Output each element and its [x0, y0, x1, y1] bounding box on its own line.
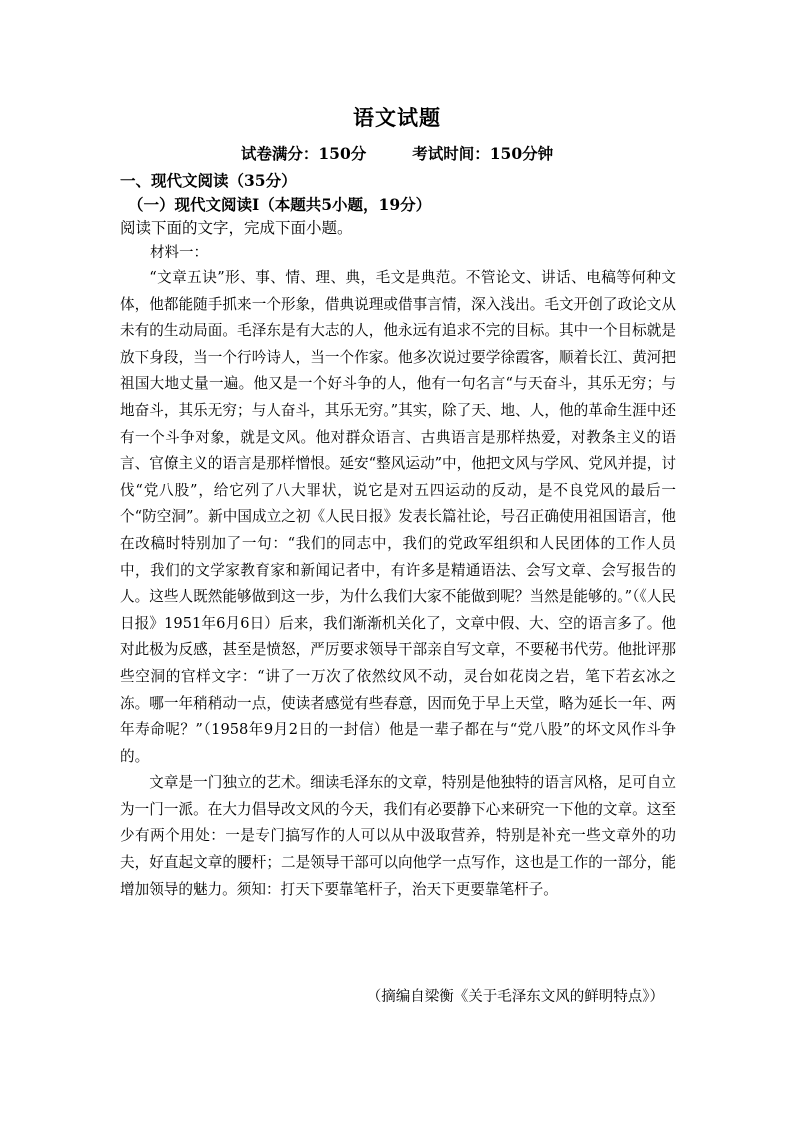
- paragraph-2: 文章是一门独立的艺术。细读毛泽东的文章，特别是他独特的语言风格，足可自立为一门一派。在大力倡导改文风的今天，我们有必要静下心来研究一下他的文章。这至少有两个用处：一是专门搞写作的人可以从中汲取营养，特别是补充一些文章外的功夫，好直起文章的腰杆；二是领导干部可以向他学一点写作，这也是工作的一部分，能增加领导的魅力。须知：打天下要靠笔杆子，治天下更要靠笔杆子。: [120, 774, 676, 898]
- subsection-heading: （一）现代文阅读Ⅰ（本题共5小题，19分）: [128, 195, 432, 214]
- material-body: [120, 265, 676, 903]
- paragraph-1: “文章五诀”形、事、情、理、典，毛文是典范。不管论文、讲话、电稿等何种文体，他都能随手抓来一个形象，借典说理或借事言情，深入浅出。毛文开创了政论文从未有的生动局面。毛泽东是有大志的人，他永远有追求不完的目标。其中一个目标就是放下身段，当一个行吟诗人，当一个作家。他多次说过要学徐霞客，顺着长江、黄河把祖国大地丈量一遍。他又是一个好斗争的人，他有一句名言“与天奋斗，其乐无穷；与地奋斗，其乐无穷；与人奋斗，其乐无穷。”其实，除了天、地、人，他的革命生涯中还有一个斗争对象，就是文风。他对群众语言、古典语言是那样热爱，对教条主义的语言、官僚主义的语言是那样憎恨。延安“整风运动”中，他把文风与学风、党风并提，讨伐“党八股”，给它列了八大罪状，说它是对五四运动的反动，是不良党风的最后一个“防空洞”。新中国成立之初《人民日报》发表长篇社论，号召正确使用祖国语言，他在改稿时特别加了一句：“我们的同志中，我们的党政军组织和人民团体的工作人员中，我们的文学家教育家和新闻记者中，有许多是精通语法、会写文章、会写报告的人。这些人既然能够做到这一步，为什么我们大家不能做到呢？当然是能够的。”（《人民日报》1951年6月6日）后来，我们渐渐机关化了，文章中假、大、空的语言多了。他对此极为反感，甚至是愤怒，严厉要求领导干部亲自写文章，不要秘书代劳。他批评那些空洞的官样文字：“讲了一万次了依然纹风不动，灵台如花岗之岩，笔下若玄冰之冻。哪一年稍稍动一点，使读者感觉有些春意，因而免于早上天堂，略为延长一年、两年寿命呢？”（1958年9月2日的一封信）他是一辈子都在与“党八股”的坏文风作斗争的。: [120, 269, 676, 765]
- exam-meta: [0, 141, 794, 167]
- exam-title: 语文试题: [353, 105, 441, 130]
- material-label: 材料一：: [150, 245, 208, 261]
- source-citation: （摘编自梁衡《关于毛泽东文风的鲜明特点》）: [366, 989, 664, 1005]
- full-score: 试卷满分：150分: [240, 144, 367, 163]
- section-heading: 一、现代文阅读（35分）: [120, 171, 297, 190]
- exam-time: 考试时间：150分钟: [412, 144, 554, 163]
- instruction-text: 阅读下面的文字，完成下面小题。: [120, 219, 353, 237]
